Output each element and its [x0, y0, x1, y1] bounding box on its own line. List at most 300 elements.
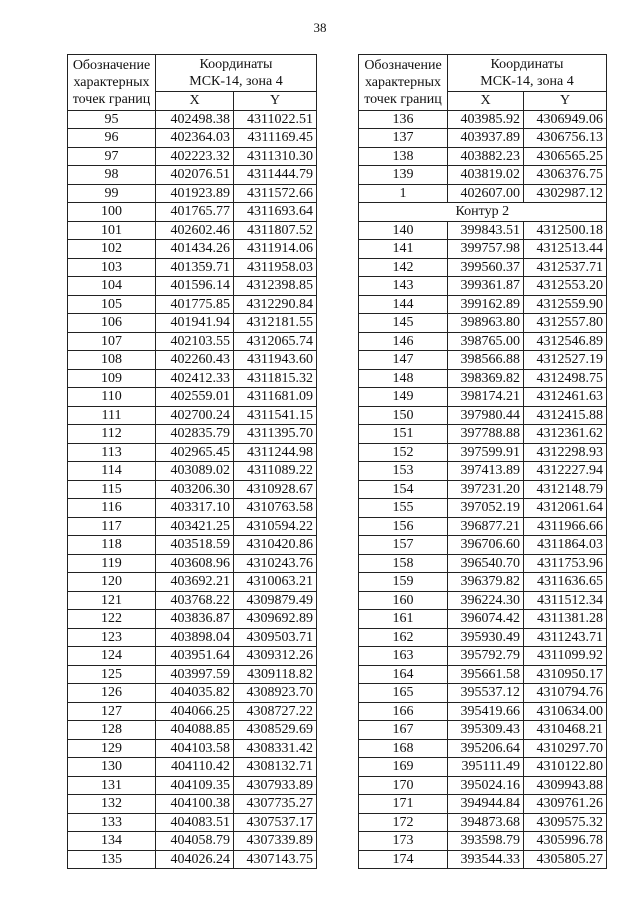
x-coordinate-cell: 402602.46 [156, 221, 234, 240]
x-coordinate-cell: 397052.19 [448, 499, 524, 518]
point-number-cell: 101 [68, 221, 156, 240]
x-coordinate-cell: 399361.87 [448, 277, 524, 296]
table-row [359, 536, 607, 555]
point-number-cell: 126 [68, 684, 156, 703]
point-number-cell: 167 [359, 721, 448, 740]
table-row [68, 369, 317, 388]
y-coordinate-cell: 4312415.88 [524, 406, 607, 425]
y-coordinate-cell: 4309312.26 [234, 647, 317, 666]
x-coordinate-cell: 403951.64 [156, 647, 234, 666]
y-coordinate-cell: 4310928.67 [234, 480, 317, 499]
y-coordinate-cell: 4312498.75 [524, 369, 607, 388]
point-number-cell: 140 [359, 221, 448, 240]
y-coordinate-cell: 4311807.52 [234, 221, 317, 240]
point-number-cell: 130 [68, 758, 156, 777]
x-coordinate-cell: 402260.43 [156, 351, 234, 370]
y-coordinate-cell: 4312527.19 [524, 351, 607, 370]
y-coordinate-cell: 4310763.58 [234, 499, 317, 518]
y-coordinate-cell: 4302987.12 [524, 184, 607, 203]
x-coordinate-cell: 402223.32 [156, 147, 234, 166]
header-y: Y [524, 92, 607, 111]
table-row [68, 684, 317, 703]
y-coordinate-cell: 4312537.71 [524, 258, 607, 277]
table-row [359, 721, 607, 740]
x-coordinate-cell: 404110.42 [156, 758, 234, 777]
table-row [68, 258, 317, 277]
y-coordinate-cell: 4311395.70 [234, 425, 317, 444]
table-row [68, 610, 317, 629]
table-row [68, 295, 317, 314]
y-coordinate-cell: 4307933.89 [234, 776, 317, 795]
y-coordinate-cell: 4306565.25 [524, 147, 607, 166]
x-coordinate-cell: 401765.77 [156, 203, 234, 222]
y-coordinate-cell: 4306376.75 [524, 166, 607, 185]
table-row [359, 425, 607, 444]
table-row [68, 443, 317, 462]
x-coordinate-cell: 402607.00 [448, 184, 524, 203]
table-row [68, 147, 317, 166]
point-number-cell: 166 [359, 702, 448, 721]
x-coordinate-cell: 401923.89 [156, 184, 234, 203]
table-row [359, 591, 607, 610]
point-number-cell: 119 [68, 554, 156, 573]
table-row [68, 721, 317, 740]
table-row [359, 351, 607, 370]
x-coordinate-cell: 398174.21 [448, 388, 524, 407]
table-row [68, 647, 317, 666]
point-number-cell: 149 [359, 388, 448, 407]
point-number-cell: 115 [68, 480, 156, 499]
x-coordinate-cell: 395111.49 [448, 758, 524, 777]
point-number-cell: 120 [68, 573, 156, 592]
x-coordinate-cell: 395206.64 [448, 739, 524, 758]
point-number-cell: 157 [359, 536, 448, 555]
y-coordinate-cell: 4308331.42 [234, 739, 317, 758]
x-coordinate-cell: 394873.68 [448, 813, 524, 832]
x-coordinate-cell: 397413.89 [448, 462, 524, 481]
point-number-cell: 137 [359, 129, 448, 148]
table-row [359, 369, 607, 388]
table-row [359, 314, 607, 333]
table-row [68, 129, 317, 148]
y-coordinate-cell: 4311099.92 [524, 647, 607, 666]
table-row [359, 443, 607, 462]
table-row [68, 351, 317, 370]
y-coordinate-cell: 4310950.17 [524, 665, 607, 684]
table-row [359, 702, 607, 721]
table-row [68, 221, 317, 240]
point-number-cell: 109 [68, 369, 156, 388]
table-row [68, 388, 317, 407]
header-point-label-line: Обозначение [364, 57, 442, 73]
x-coordinate-cell: 402559.01 [156, 388, 234, 407]
y-coordinate-cell: 4310297.70 [524, 739, 607, 758]
y-coordinate-cell: 4312361.62 [524, 425, 607, 444]
y-coordinate-cell: 4311022.51 [234, 110, 317, 129]
header-x: X [156, 92, 234, 111]
table-body-right [359, 110, 607, 869]
point-number-cell: 164 [359, 665, 448, 684]
x-coordinate-cell: 401434.26 [156, 240, 234, 259]
table-row [68, 425, 317, 444]
point-number-cell: 105 [68, 295, 156, 314]
table-row [359, 184, 607, 203]
x-coordinate-cell: 396224.30 [448, 591, 524, 610]
y-coordinate-cell: 4307143.75 [234, 850, 317, 869]
table-row [359, 332, 607, 351]
point-number-cell: 146 [359, 332, 448, 351]
point-number-cell: 129 [68, 739, 156, 758]
table-row [359, 480, 607, 499]
x-coordinate-cell: 404083.51 [156, 813, 234, 832]
y-coordinate-cell: 4310243.76 [234, 554, 317, 573]
header-point-label-line: характерных [73, 74, 150, 90]
point-number-cell: 142 [359, 258, 448, 277]
table-row [68, 332, 317, 351]
table-row [68, 702, 317, 721]
y-coordinate-cell: 4312559.90 [524, 295, 607, 314]
y-coordinate-cell: 4309943.88 [524, 776, 607, 795]
table-row [359, 110, 607, 129]
point-number-cell: 100 [68, 203, 156, 222]
point-number-cell: 103 [68, 258, 156, 277]
table-row [359, 665, 607, 684]
y-coordinate-cell: 4311943.60 [234, 351, 317, 370]
x-coordinate-cell: 403898.04 [156, 628, 234, 647]
x-coordinate-cell: 399757.98 [448, 240, 524, 259]
x-coordinate-cell: 402965.45 [156, 443, 234, 462]
y-coordinate-cell: 4306949.06 [524, 110, 607, 129]
y-coordinate-cell: 4312290.84 [234, 295, 317, 314]
table-row [68, 203, 317, 222]
table-row [68, 813, 317, 832]
x-coordinate-cell: 402076.51 [156, 166, 234, 185]
point-number-cell: 156 [359, 517, 448, 536]
y-coordinate-cell: 4311681.09 [234, 388, 317, 407]
x-coordinate-cell: 401775.85 [156, 295, 234, 314]
table-row [359, 277, 607, 296]
x-coordinate-cell: 403317.10 [156, 499, 234, 518]
x-coordinate-cell: 401941.94 [156, 314, 234, 333]
point-number-cell: 98 [68, 166, 156, 185]
point-number-cell: 114 [68, 462, 156, 481]
point-number-cell: 99 [68, 184, 156, 203]
table-row [359, 499, 607, 518]
y-coordinate-cell: 4311243.71 [524, 628, 607, 647]
point-number-cell: 135 [68, 850, 156, 869]
y-coordinate-cell: 4311864.03 [524, 536, 607, 555]
point-number-cell: 102 [68, 240, 156, 259]
y-coordinate-cell: 4309503.71 [234, 628, 317, 647]
y-coordinate-cell: 4310063.21 [234, 573, 317, 592]
table-row [359, 406, 607, 425]
y-coordinate-cell: 4311914.06 [234, 240, 317, 259]
y-coordinate-cell: 4310634.00 [524, 702, 607, 721]
x-coordinate-cell: 398963.80 [448, 314, 524, 333]
table-row [68, 776, 317, 795]
y-coordinate-cell: 4311815.32 [234, 369, 317, 388]
header-point-label [68, 55, 156, 111]
table-row [68, 536, 317, 555]
table-row [68, 665, 317, 684]
point-number-cell: 163 [359, 647, 448, 666]
y-coordinate-cell: 4310420.86 [234, 536, 317, 555]
point-number-cell: 132 [68, 795, 156, 814]
header-point-label-line: точек границ [72, 91, 151, 107]
header-y: Y [234, 92, 317, 111]
y-coordinate-cell: 4311572.66 [234, 184, 317, 203]
y-coordinate-cell: 4309118.82 [234, 665, 317, 684]
point-number-cell: 1 [359, 184, 448, 203]
point-number-cell: 133 [68, 813, 156, 832]
x-coordinate-cell: 403206.30 [156, 480, 234, 499]
y-coordinate-cell: 4312227.94 [524, 462, 607, 481]
table-body-left [68, 110, 317, 869]
header-point-label-line: точек границ [364, 91, 442, 107]
y-coordinate-cell: 4312398.85 [234, 277, 317, 296]
table-row [68, 628, 317, 647]
point-number-cell: 158 [359, 554, 448, 573]
x-coordinate-cell: 397231.20 [448, 480, 524, 499]
point-number-cell: 134 [68, 832, 156, 851]
y-coordinate-cell: 4311089.22 [234, 462, 317, 481]
x-coordinate-cell: 396379.82 [448, 573, 524, 592]
section-label: Контур 2 [448, 203, 607, 222]
y-coordinate-cell: 4307735.27 [234, 795, 317, 814]
y-coordinate-cell: 4311753.96 [524, 554, 607, 573]
table-row [359, 166, 607, 185]
point-number-cell: 160 [359, 591, 448, 610]
point-number-cell: 97 [68, 147, 156, 166]
table-row [359, 832, 607, 851]
point-number-cell: 96 [68, 129, 156, 148]
y-coordinate-cell: 4312513.44 [524, 240, 607, 259]
point-number-cell: 104 [68, 277, 156, 296]
table-row [359, 295, 607, 314]
header-point-label-line: Обозначение [72, 57, 151, 73]
x-coordinate-cell: 399162.89 [448, 295, 524, 314]
table-row [68, 591, 317, 610]
point-number-cell: 108 [68, 351, 156, 370]
point-number-cell: 165 [359, 684, 448, 703]
x-coordinate-cell: 403997.59 [156, 665, 234, 684]
y-coordinate-cell: 4308132.71 [234, 758, 317, 777]
y-coordinate-cell: 4310594.22 [234, 517, 317, 536]
x-coordinate-cell: 402412.33 [156, 369, 234, 388]
y-coordinate-cell: 4312181.55 [234, 314, 317, 333]
x-coordinate-cell: 395930.49 [448, 628, 524, 647]
y-coordinate-cell: 4306756.13 [524, 129, 607, 148]
table-row [359, 684, 607, 703]
table-row [68, 240, 317, 259]
table-row [68, 110, 317, 129]
point-number-cell: 168 [359, 739, 448, 758]
x-coordinate-cell: 396540.70 [448, 554, 524, 573]
table-row [359, 129, 607, 148]
x-coordinate-cell: 396074.42 [448, 610, 524, 629]
point-number-cell: 128 [68, 721, 156, 740]
table-row [359, 388, 607, 407]
y-coordinate-cell: 4312148.79 [524, 480, 607, 499]
x-coordinate-cell: 403985.92 [448, 110, 524, 129]
point-number-cell: 124 [68, 647, 156, 666]
table-row [359, 610, 607, 629]
point-number-cell: 106 [68, 314, 156, 333]
x-coordinate-cell: 403819.02 [448, 166, 524, 185]
point-number-cell: 150 [359, 406, 448, 425]
table-row [359, 850, 607, 869]
x-coordinate-cell: 404088.85 [156, 721, 234, 740]
header-point-label [359, 55, 448, 111]
y-coordinate-cell: 4307537.17 [234, 813, 317, 832]
x-coordinate-cell: 397599.91 [448, 443, 524, 462]
x-coordinate-cell: 404026.24 [156, 850, 234, 869]
x-coordinate-cell: 401359.71 [156, 258, 234, 277]
table-row [359, 813, 607, 832]
table-row [68, 573, 317, 592]
y-coordinate-cell: 4311636.65 [524, 573, 607, 592]
x-coordinate-cell: 403518.59 [156, 536, 234, 555]
x-coordinate-cell: 403768.22 [156, 591, 234, 610]
table-row [68, 499, 317, 518]
y-coordinate-cell: 4310122.80 [524, 758, 607, 777]
y-coordinate-cell: 4312553.20 [524, 277, 607, 296]
point-number-cell: 123 [68, 628, 156, 647]
header-coordinates-line: Координаты [490, 57, 564, 72]
point-number-cell: 107 [68, 332, 156, 351]
point-number-cell: 155 [359, 499, 448, 518]
x-coordinate-cell: 393598.79 [448, 832, 524, 851]
y-coordinate-cell: 4311966.66 [524, 517, 607, 536]
point-number-cell: 151 [359, 425, 448, 444]
point-number-cell: 110 [68, 388, 156, 407]
y-coordinate-cell: 4312557.80 [524, 314, 607, 333]
x-coordinate-cell: 403692.21 [156, 573, 234, 592]
point-number-cell: 170 [359, 776, 448, 795]
x-coordinate-cell: 395661.58 [448, 665, 524, 684]
y-coordinate-cell: 4311169.45 [234, 129, 317, 148]
x-coordinate-cell: 395792.79 [448, 647, 524, 666]
table-row [68, 758, 317, 777]
table-row [359, 739, 607, 758]
point-number-cell: 121 [68, 591, 156, 610]
x-coordinate-cell: 397788.88 [448, 425, 524, 444]
point-number-cell: 118 [68, 536, 156, 555]
x-coordinate-cell: 395419.66 [448, 702, 524, 721]
point-number-cell: 95 [68, 110, 156, 129]
table-row [359, 647, 607, 666]
x-coordinate-cell: 404058.79 [156, 832, 234, 851]
x-coordinate-cell: 402364.03 [156, 129, 234, 148]
header-coordinates-title [448, 55, 607, 92]
point-number-cell: 148 [359, 369, 448, 388]
y-coordinate-cell: 4311444.79 [234, 166, 317, 185]
x-coordinate-cell: 403882.23 [448, 147, 524, 166]
x-coordinate-cell: 398369.82 [448, 369, 524, 388]
x-coordinate-cell: 404035.82 [156, 684, 234, 703]
point-number-cell: 125 [68, 665, 156, 684]
x-coordinate-cell: 397980.44 [448, 406, 524, 425]
point-number-cell: 173 [359, 832, 448, 851]
y-coordinate-cell: 4309761.26 [524, 795, 607, 814]
point-number-cell: 161 [359, 610, 448, 629]
table-row [359, 258, 607, 277]
y-coordinate-cell: 4311310.30 [234, 147, 317, 166]
x-coordinate-cell: 398566.88 [448, 351, 524, 370]
x-coordinate-cell: 395309.43 [448, 721, 524, 740]
y-coordinate-cell: 4311693.64 [234, 203, 317, 222]
y-coordinate-cell: 4312061.64 [524, 499, 607, 518]
x-coordinate-cell: 393544.33 [448, 850, 524, 869]
point-number-cell: 116 [68, 499, 156, 518]
table-row [68, 850, 317, 869]
table-row [68, 277, 317, 296]
point-number-cell: 159 [359, 573, 448, 592]
header-coordinates-line: Координаты [199, 57, 273, 72]
y-coordinate-cell: 4311244.98 [234, 443, 317, 462]
y-coordinate-cell: 4309879.49 [234, 591, 317, 610]
x-coordinate-cell: 402103.55 [156, 332, 234, 351]
point-number-cell: 154 [359, 480, 448, 499]
x-coordinate-cell: 398765.00 [448, 332, 524, 351]
y-coordinate-cell: 4308529.69 [234, 721, 317, 740]
point-number-cell: 127 [68, 702, 156, 721]
point-number-cell: 131 [68, 776, 156, 795]
x-coordinate-cell: 402700.24 [156, 406, 234, 425]
table-row [68, 184, 317, 203]
table-row [359, 758, 607, 777]
table-row [359, 795, 607, 814]
point-number-cell: 136 [359, 110, 448, 129]
table-row [359, 628, 607, 647]
y-coordinate-cell: 4311381.28 [524, 610, 607, 629]
y-coordinate-cell: 4305805.27 [524, 850, 607, 869]
table-row [68, 314, 317, 333]
coordinates-table-left [67, 54, 317, 869]
point-number-cell: 122 [68, 610, 156, 629]
header-coordinates-line: МСК-14, зона 4 [480, 74, 574, 89]
point-number-cell: 153 [359, 462, 448, 481]
x-coordinate-cell: 402498.38 [156, 110, 234, 129]
x-coordinate-cell: 396877.21 [448, 517, 524, 536]
y-coordinate-cell: 4311541.15 [234, 406, 317, 425]
table-row [68, 462, 317, 481]
x-coordinate-cell: 395024.16 [448, 776, 524, 795]
table-row [359, 462, 607, 481]
header-x: X [448, 92, 524, 111]
table-row [68, 406, 317, 425]
point-number-cell: 111 [68, 406, 156, 425]
point-number-cell: 169 [359, 758, 448, 777]
table-row [68, 554, 317, 573]
table-row [359, 147, 607, 166]
x-coordinate-cell: 403421.25 [156, 517, 234, 536]
point-number-cell: 143 [359, 277, 448, 296]
page-number: 38 [313, 20, 327, 35]
y-coordinate-cell: 4312500.18 [524, 221, 607, 240]
y-coordinate-cell: 4312065.74 [234, 332, 317, 351]
coordinates-table-right [358, 54, 607, 869]
x-coordinate-cell: 402835.79 [156, 425, 234, 444]
x-coordinate-cell: 399560.37 [448, 258, 524, 277]
point-number-cell: 145 [359, 314, 448, 333]
y-coordinate-cell: 4312546.89 [524, 332, 607, 351]
y-coordinate-cell: 4307339.89 [234, 832, 317, 851]
table-row [68, 480, 317, 499]
point-number-cell: 144 [359, 295, 448, 314]
table-row [359, 221, 607, 240]
y-coordinate-cell: 4308923.70 [234, 684, 317, 703]
